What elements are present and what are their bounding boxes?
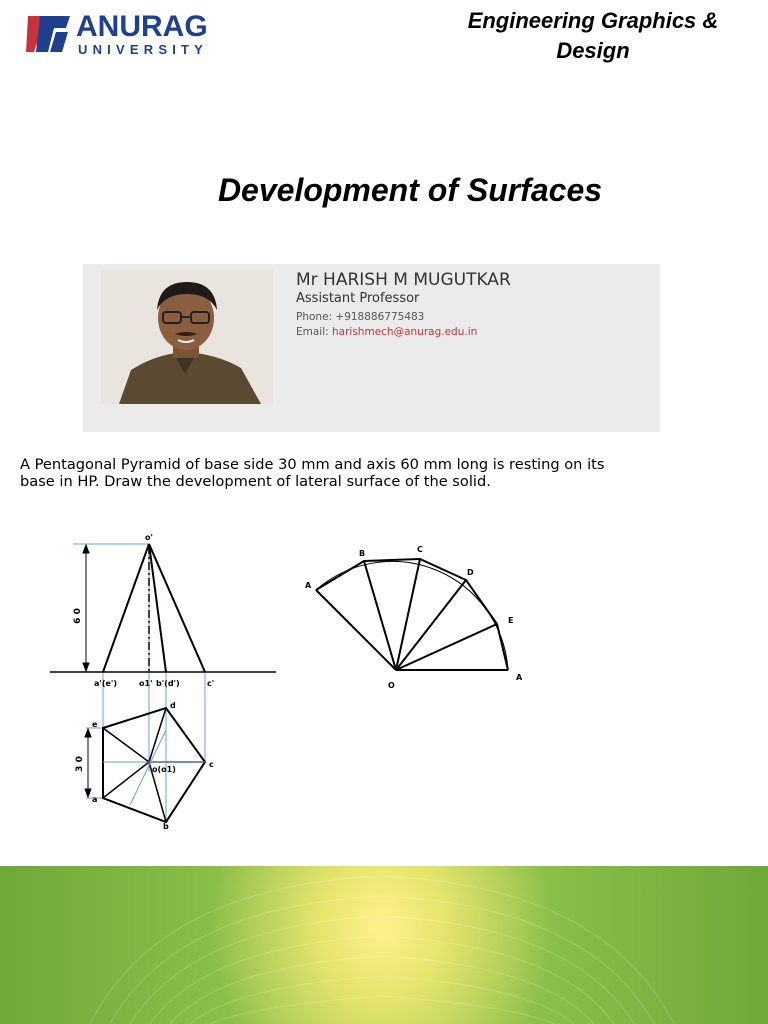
email-link[interactable]: harishmech@anurag.edu.in — [332, 326, 478, 338]
development — [316, 559, 508, 670]
dev-label-D: D — [467, 568, 474, 577]
profile-role: Assistant Professor — [296, 291, 420, 306]
problem-statement — [20, 456, 755, 490]
profile-photo — [101, 270, 273, 404]
label-top-center: o(o1) — [152, 765, 176, 774]
apex-label: o' — [145, 533, 153, 542]
footer-decorative-band — [0, 866, 768, 1024]
logo-mark-icon — [26, 12, 72, 56]
label-top-b: b — [163, 822, 169, 831]
label-b-d: b'(d') — [156, 679, 180, 688]
person-portrait-icon — [101, 270, 273, 404]
side-dimension-label: 3 0 — [75, 756, 85, 772]
label-top-c: c — [209, 760, 214, 769]
label-o1: o1' — [139, 679, 153, 688]
dev-label-O: O — [388, 681, 395, 690]
development-arc — [316, 561, 508, 670]
label-c: c' — [207, 679, 215, 688]
course-title-line1: Engineering Graphics & — [467, 8, 719, 33]
email-label: Email: — [296, 326, 329, 338]
footer-pattern — [0, 866, 768, 1024]
problem-line-2: base in HP. Draw the development of lateral surface of the solid. — [20, 473, 491, 490]
problem-line-1: A Pentagonal Pyramid of base side 30 mm and axis 60 mm long is resting on its — [20, 456, 605, 473]
logo-title: ANURAG — [76, 10, 208, 43]
label-top-a: a — [92, 795, 98, 804]
label-top-d: d — [170, 701, 176, 710]
course-title — [458, 6, 728, 66]
front-view — [103, 544, 205, 672]
profile-name: Mr HARISH M MUGUTKAR — [296, 270, 511, 290]
university-logo — [26, 10, 216, 58]
profile-card — [83, 264, 660, 432]
engineering-drawing — [0, 525, 768, 845]
height-dimension-label: 6 0 — [73, 608, 83, 624]
label-a-e: a'(e') — [94, 679, 118, 688]
dev-label-A2: A — [516, 673, 523, 682]
profile-email — [296, 326, 477, 338]
dev-label-C: C — [417, 545, 423, 554]
dev-label-E: E — [508, 616, 514, 625]
profile-phone: Phone: +918886775483 — [296, 311, 425, 323]
logo-subtitle: UNIVERSITY — [78, 42, 209, 57]
page-title: Development of Surfaces — [217, 172, 603, 208]
label-top-e: e — [92, 720, 98, 729]
dev-label-B: B — [359, 549, 366, 558]
dev-label-A1: A — [305, 581, 312, 590]
course-title-line2: Design — [556, 38, 630, 63]
